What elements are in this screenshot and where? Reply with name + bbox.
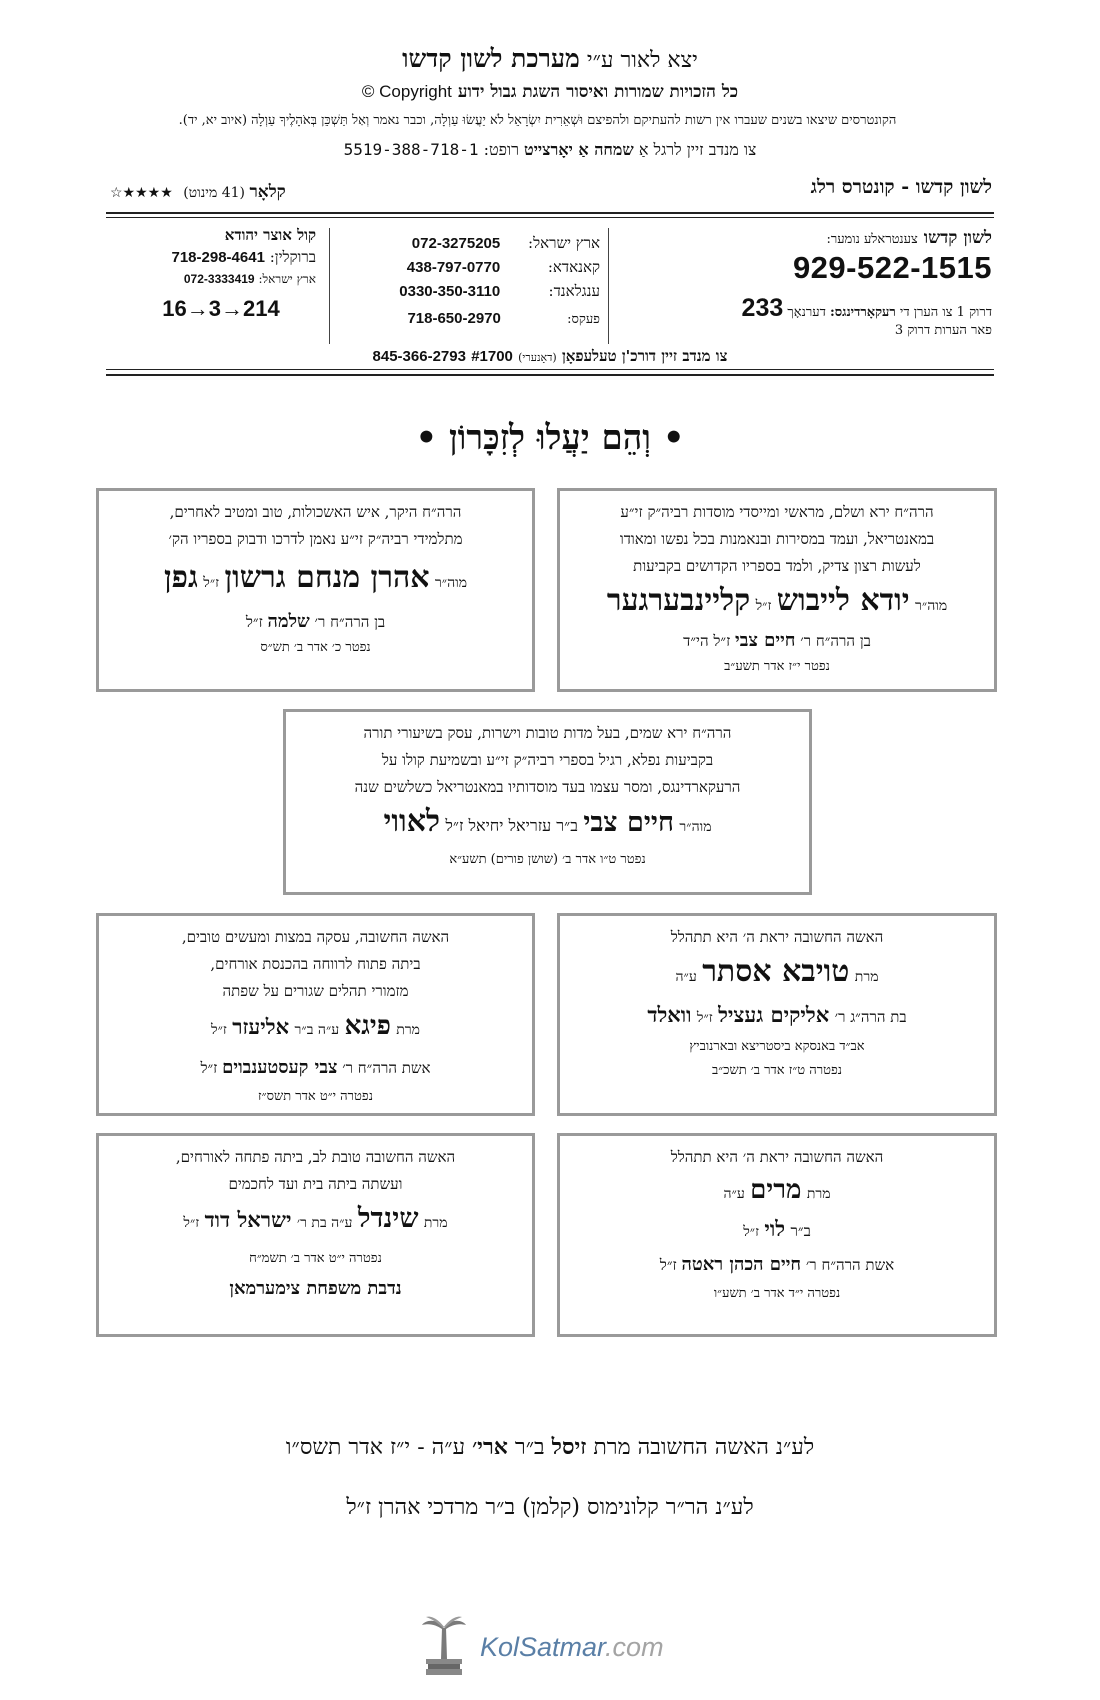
divider-top-thin <box>106 217 994 218</box>
tribute-line: הרעקארדינגס, ומסר עצמו בעד מוסדותיו במאנטריאל כשלשים שנה <box>354 778 741 796</box>
yahrzeit-phone[interactable]: 5519-388-718-1 <box>343 140 479 159</box>
deceased-name <box>99 1198 532 1244</box>
rights-line <box>0 82 1100 102</box>
husband-suffix: ז״ל <box>200 1059 218 1077</box>
kol-otzar-israel <box>126 272 316 287</box>
husband-name: צבי קעסטענבוים <box>222 1057 338 1078</box>
tribute-line: ועשתה ביתה בית ועד לחכמים <box>228 1175 403 1193</box>
parent-line <box>560 998 994 1035</box>
region-label: קאנאדא: <box>547 258 600 276</box>
name-surname: גפן <box>163 560 198 595</box>
tribute-line: האשה החשובה, עסקה במצות ומעשים טובים, <box>181 928 450 946</box>
copy-warning: הקונטרסים שיצאו בשנים שעברו אין רשות להעתיקם ולהפיצם וּשְׁאֵרִית יִשְׂרָאֵל לֹא יַעֲשׂוּ עַוְלָה, וכבר נאמר וְאַל תַּשְׁכֵּן בְּאֹהָלֶיךָ עַוְלָה (איוב יא, יד). <box>178 113 897 128</box>
parent-name: שלמה <box>267 611 310 632</box>
hotline-title <box>826 228 992 248</box>
dedication-father: ארי׳ <box>472 1434 508 1460</box>
name-lineage: ע״ה בת ר׳ <box>296 1215 353 1231</box>
copyright-label: Copyright © <box>361 82 452 101</box>
parent-suffix: ז״ל הי״ד <box>683 632 731 650</box>
husband-suffix: ז״ל <box>659 1256 677 1274</box>
name-honorific: ע״ה <box>723 1186 745 1202</box>
publisher-name: מערכת לשון קדשו <box>402 44 580 73</box>
name-prefix: מרת <box>396 1022 420 1038</box>
parent-name: לוי <box>764 1216 786 1241</box>
brand-name <box>480 1632 664 1663</box>
name-prefix: מרת <box>806 1186 831 1202</box>
region-england <box>399 282 600 301</box>
dedication-line <box>0 1434 1100 1460</box>
tribute-line: ביתה פתוח לרווחה בהכנסת אורחים, <box>210 955 421 973</box>
yahrzeit-text: צו מנדב זיין לרגל אַ <box>638 140 757 159</box>
parent-line <box>560 1213 994 1248</box>
donation-small: (דאָנערי) <box>518 351 557 364</box>
memorial-box <box>557 488 997 692</box>
divider-bottom-thin <box>106 369 994 370</box>
passing-date: נפטרה ט״ז אדר ב׳ תשכ״ב <box>711 1063 843 1078</box>
divider-bottom <box>106 374 994 376</box>
name-prefix: מוה״ר <box>679 819 712 835</box>
passing-date: נפטר ט״ו אדר ב׳ (שושן פורים) תשע״א <box>449 852 646 867</box>
parent-prefix: בת הרה״ג ר׳ <box>834 1008 907 1026</box>
name-first: יודא לייבוש <box>776 583 910 618</box>
memorial-box <box>96 1133 535 1337</box>
tribute-line: האשה החשובה טובת לב, ביתה פתחה לאורחים, <box>175 1148 456 1166</box>
name-prefix: מוה״ר <box>434 575 468 591</box>
kol-otzar-br-label: ברוקלין: <box>269 248 316 266</box>
name-honorific: ז״ל <box>183 1215 200 1231</box>
series-title: לשון קדשו - קונטרס רלג <box>810 176 992 198</box>
region-israel <box>412 234 600 253</box>
hotline-phone[interactable]: 929-522-1515 <box>792 250 992 285</box>
divider-top <box>106 212 994 214</box>
deceased-name <box>286 801 809 848</box>
palm-tree-books-icon <box>418 1615 470 1679</box>
name-honorific: ז״ל <box>211 1022 227 1038</box>
name-prefix: מרת <box>854 969 879 985</box>
kol-otzar-il-label: ארץ ישראל: <box>258 272 316 286</box>
tribute-line: מזמורי תהלים שגורים על שפתה <box>222 982 409 1000</box>
parent-prefix: בן הרה״ח ר׳ <box>314 613 386 631</box>
name-first: חיים צבי <box>583 807 674 838</box>
parent-prefix: ב״ר <box>790 1222 811 1240</box>
tribute-line: האשה החשובה יראת ה׳ היא תתהלל <box>670 928 884 946</box>
dedication-name: זיסל <box>551 1434 587 1460</box>
passing-date: נפטרה י״ט אדר ב׳ תשמ״ח <box>249 1251 382 1266</box>
rights-text: כל הזכויות שמורות ואיסור השגת גבול ידוע <box>457 82 739 102</box>
column-divider-left <box>329 228 330 344</box>
parent-line <box>560 627 994 655</box>
donation-line <box>0 347 1100 366</box>
tribute-line: לעשות רצון צדיק, ולמד בספריו הקדושים בקביעות <box>633 557 921 575</box>
deceased-name <box>560 1171 994 1213</box>
tribute-line: הרה״ח ירא ושלם, מראשי ומייסדי מוסדות רביה״ק זי״ע <box>620 503 934 521</box>
memorial-box <box>283 709 812 895</box>
press-number: 233 <box>741 294 784 322</box>
passing-date: נפטר כ׳ אדר ב׳ תש״ס <box>260 640 371 655</box>
deceased-name <box>99 553 532 608</box>
region-fax <box>407 310 600 327</box>
parent-surname: וואלד <box>647 1002 692 1027</box>
press-bold: רעקאָרדינגס: <box>829 305 896 320</box>
tribute-line: מתלמידי רביה״ק זי״ע נאמן לדרכו ודבוק בספריו הק׳ <box>168 530 463 548</box>
dedication-mid: ב״ר <box>514 1435 545 1460</box>
name-honorific: ז״ל <box>755 598 772 614</box>
donation-code: #1700 <box>471 348 513 365</box>
region-phone[interactable]: 072-3275205 <box>411 235 501 252</box>
parent-detail: אב״ד באנסקא ביסטריצא ובארנוביץ <box>689 1039 865 1054</box>
parent-honorific: ז״ל <box>696 1010 713 1026</box>
yahrzeit-event: שמחה אַ יאָרצייט <box>524 140 634 159</box>
brand-main: KolSatmar <box>480 1631 606 1662</box>
memorial-box <box>96 913 535 1116</box>
name-first: מרים <box>750 1175 802 1205</box>
husband-prefix: אשת הרה״ח ר׳ <box>805 1256 895 1274</box>
memorial-box <box>557 913 997 1116</box>
publisher-line <box>0 44 1100 74</box>
donation-text: צו מנדב זיין דורכ'ן טעלעפאָן <box>561 347 728 365</box>
region-phone[interactable]: 438-797-0770 <box>406 259 501 276</box>
region-phone[interactable]: 718-650-2970 <box>407 310 501 327</box>
parent-name: ישראל דוד <box>204 1207 292 1232</box>
hotline-label: צענטראלע נומער: <box>826 232 918 247</box>
region-label: פעקס: <box>567 312 600 327</box>
column-divider-right <box>608 228 609 344</box>
dedication-line-2: לע״נ הר״ר קלונימוס (קלמן) ב״ר מרדכי אהרן ז״ל <box>346 1495 754 1520</box>
parent-suffix: ז״ל <box>743 1224 759 1240</box>
husband-line <box>99 1051 532 1085</box>
dedication-suffix: ע״ה - י״ז אדר תשס״ו <box>285 1435 466 1460</box>
deceased-name <box>560 580 994 627</box>
memorial-box <box>96 488 535 692</box>
parent-name: אליעזר <box>232 1014 290 1039</box>
name-first: שינדל <box>357 1203 419 1234</box>
name-lineage: ע״ה ב״ר <box>294 1022 340 1038</box>
name-honorific: ז״ל <box>203 575 220 591</box>
parent-name: אליקים געציל <box>718 1002 830 1027</box>
parent-name: חיים צבי <box>735 630 796 651</box>
passing-date: נפטרה י״ט אדר תשס״ז <box>258 1089 373 1104</box>
kol-otzar-code: 16→3→214 <box>162 296 280 321</box>
duration-minutes: (41 מינוט) <box>183 185 245 201</box>
kol-otzar-il-phone[interactable]: 072-3333419 <box>183 272 255 286</box>
husband-prefix: אשת הרה״ח ר׳ <box>342 1059 431 1077</box>
deceased-name <box>99 1005 532 1051</box>
name-surname: לאווי <box>383 804 440 839</box>
name-surname: קליינבערגער <box>606 583 751 618</box>
tribute-line: הרה״ח היקר, איש האשכולות, טוב ומטיב לאחרים, <box>169 503 462 521</box>
passing-date: נפטרה י״ד אדר ב׳ תשע״ו <box>713 1286 841 1301</box>
parent-suffix: ז״ל <box>245 613 263 631</box>
passing-date: נפטר י״ז אדר תשע״ב <box>724 659 830 674</box>
name-prefix: מרת <box>423 1215 448 1231</box>
name-first: פיגא <box>344 1011 391 1041</box>
region-label: ענגלאנד: <box>548 282 600 300</box>
memorial-box <box>557 1133 997 1337</box>
donor-line: נדבת משפחת צימערמאן <box>229 1278 402 1299</box>
parent-prefix: בן הרה״ח ר׳ <box>800 632 871 650</box>
name-prefix: מוה״ר <box>915 598 948 614</box>
notes-instructions: פאר הערות דרוק 3 <box>894 323 992 338</box>
tribute-line: במאנטריאל, ועמד במסירות ובנאמנות בכל נפשו ומאודו <box>619 530 935 548</box>
dedication-prefix: לע״נ האשה החשובה מרת <box>593 1435 815 1460</box>
donation-phone[interactable]: 845-366-2793 <box>372 348 466 365</box>
region-label: ארץ ישראל: <box>528 234 600 252</box>
region-phone[interactable]: 0330-350-3110 <box>399 283 501 300</box>
kol-otzar-brooklyn <box>126 248 316 267</box>
star-rating-icon: ★★★★☆ <box>110 185 173 201</box>
parent-line <box>99 608 532 636</box>
husband-line <box>560 1248 994 1282</box>
deceased-name <box>560 951 994 998</box>
name-first: טויבא אסתר <box>702 954 850 989</box>
yahrzeit-call: רופט: <box>483 140 519 159</box>
press-instructions <box>736 294 992 323</box>
name-lineage: ב״ר עזריאל יחיאל ז״ל <box>445 816 578 835</box>
memorial-heading: • וְהֵם יַעֲלוּ לְזִכָּרוֹן • <box>415 418 685 458</box>
footer-logo[interactable] <box>418 1612 688 1682</box>
press-text: דרוק 1 צו הערן די <box>899 305 992 320</box>
brand-domain: .com <box>605 1631 664 1662</box>
tribute-line: האשה החשובה יראת ה׳ היא תתהלל <box>670 1148 884 1166</box>
publisher-prefix: יצא לאור ע״י <box>586 48 698 73</box>
hotline-name: לשון קדשו <box>923 228 992 248</box>
region-canada <box>407 258 600 277</box>
husband-name: חיים הכהן ראטה <box>681 1254 802 1275</box>
press-word: דערנאָך <box>787 305 826 320</box>
clarity-label: קלאָר <box>249 182 286 202</box>
tribute-line: הרה״ח ירא שמים, בעל מדות טובות וישרות, עסק בשיעורי תורה <box>363 724 732 742</box>
name-first: אהרן מנחם גרשון <box>224 560 430 595</box>
tribute-line: בקביעות נפלא, רגיל בספרי רביה״ק זי״ע ובשמיעת קולו על <box>381 751 714 769</box>
kol-otzar-title: קול אוצר יהודא <box>224 226 316 244</box>
name-honorific: ע״ה <box>675 969 697 985</box>
kol-otzar-br-phone[interactable]: 718-298-4641 <box>171 249 265 266</box>
duration-rating <box>110 182 286 202</box>
yahrzeit-line <box>0 140 1100 160</box>
